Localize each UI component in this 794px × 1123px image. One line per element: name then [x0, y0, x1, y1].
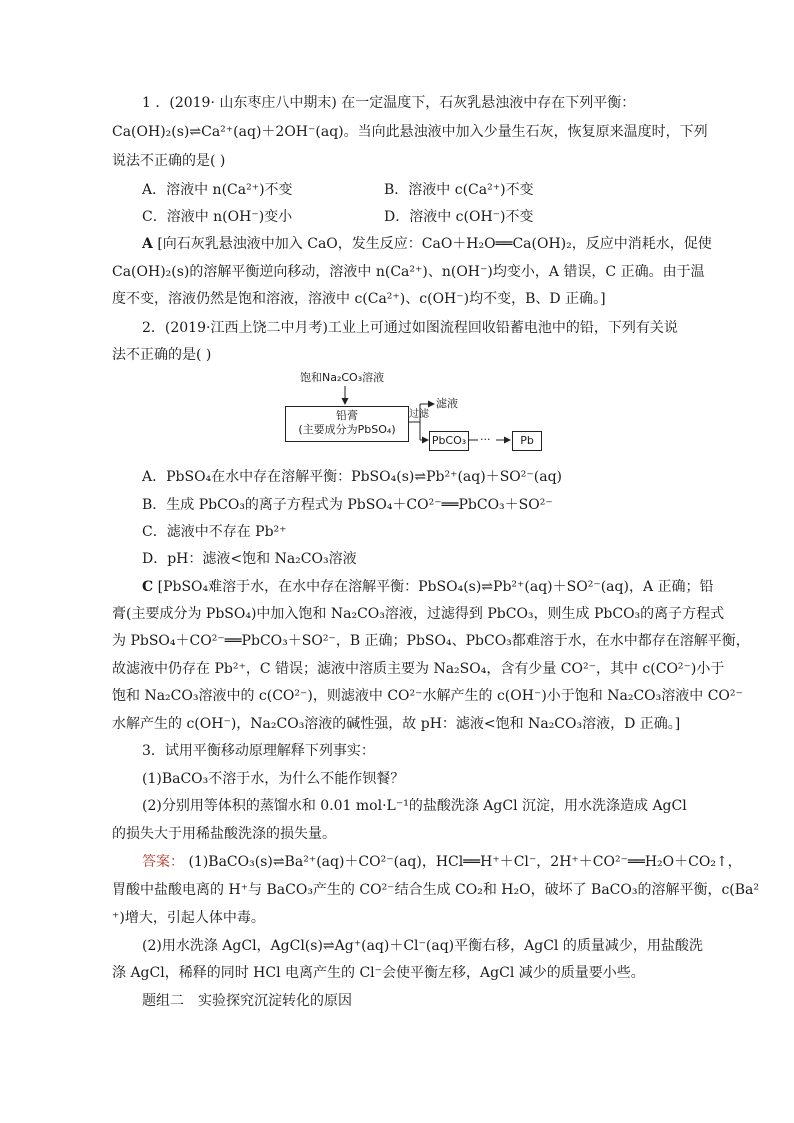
- answer-label: 答案：: [142, 854, 184, 870]
- process-dots: ···: [480, 433, 491, 446]
- q1-option-b: B．溶液中 c(Ca²⁺)不变: [384, 182, 534, 198]
- q1-stem-line-3: 说法不正确的是( ): [112, 153, 226, 169]
- lead-paste-subtitle: (主要成分为PbSO₄): [298, 423, 396, 436]
- q2-option-a: A．PbSO₄在水中存在溶解平衡：PbSO₄(s)⇌Pb²⁺(aq)＋SO²⁻(aq): [142, 469, 562, 485]
- q2-option-b: B．生成 PbCO₃的离子方程式为 PbSO₄＋CO²⁻══PbCO₃＋SO²⁻: [142, 497, 553, 513]
- q2-option-c: C．滤液中不存在 Pb²⁺: [142, 524, 287, 540]
- q2-stem-line-2: 法不正确的是( ): [112, 347, 212, 363]
- q1-stem-line-2: Ca(OH)₂(s)⇌Ca²⁺(aq)＋2OH⁻(aq)。当向此悬浊液中加入少量生石灰，恢复原来温度时，下列: [112, 124, 708, 140]
- lead-paste-box: [285, 406, 409, 442]
- pb-box: Pb: [512, 431, 542, 451]
- q2-explanation-text: [PbSO₄难溶于水，在水中存在溶解平衡：PbSO₄(s)⇌Pb²⁺(aq)＋SO²⁻(aq)，A 正确；铅: [153, 579, 714, 595]
- q3-answer-text-1: (1)BaCO₃(s)⇌Ba²⁺(aq)＋CO²⁻(aq)，HCl══H⁺＋Cl⁻，2H⁺＋CO²⁻══H₂O＋CO₂↑，: [184, 854, 742, 870]
- q3-answer-line-3: ⁺)增大，引起人体中毒。: [112, 910, 265, 926]
- q2-answer-letter: C: [142, 579, 154, 595]
- q1-option-c: C．溶液中 n(OH⁻)变小: [142, 209, 293, 225]
- lead-paste-title: 铅膏: [336, 409, 358, 422]
- q1-option-d: D．溶液中 c(OH⁻)不变: [384, 209, 534, 225]
- q3-answer-line-5: 涤 AgCl，稀释的同时 HCl 电离产生的 Cl⁻会使平衡左移，AgCl 减少的质量要小些。: [112, 965, 645, 981]
- q2-explanation-line-5: 饱和 Na₂CO₃溶液中的 c(CO²⁻)，则滤液中 CO²⁻水解产生的 c(OH⁻)小于饱和 Na₂CO₃溶液中 CO²⁻: [112, 688, 743, 704]
- q3-sub-2-line-2: 的损失大于用稀盐酸洗涤的损失量。: [112, 826, 336, 842]
- q3-stem: 3．试用平衡移动原理解释下列事实：: [142, 743, 375, 759]
- q3-sub-2-line-1: (2)分别用等体积的蒸馏水和 0.01 mol·L⁻¹的盐酸洗涤 AgCl 沉淀，用水洗涤造成 AgCl: [142, 798, 687, 814]
- q2-explanation-line-1: [142, 577, 714, 597]
- q1-answer-letter: A: [142, 236, 153, 252]
- q1-explanation-text: [向石灰乳悬浊液中加入 CaO，发生反应：CaO＋H₂O══Ca(OH)₂，反应中消耗水，促使: [152, 236, 712, 252]
- q3-sub-1: (1)BaCO₃不溶于水，为什么不能作钡餐？: [142, 771, 405, 787]
- q2-stem-line-1: 2．(2019·江西上饶二中月考)工业上可通过如图流程回收铅蓄电池中的铅，下列有关说: [142, 320, 678, 336]
- q2-explanation-line-3: 为 PbSO₄＋CO²⁻══PbCO₃＋SO²⁻，B 正确；PbSO₄、PbCO₃都难溶于水，在水中都存在溶解平衡，: [112, 633, 750, 649]
- q1-option-a: A．溶液中 n(Ca²⁺)不变: [142, 182, 293, 198]
- q1-explanation-line-2: Ca(OH)₂(s)的溶解平衡逆向移动，溶液中 n(Ca²⁺)、n(OH⁻)均变小，A 错误，C 正确。由于温: [112, 264, 705, 280]
- q2-option-d: D．pH：滤液<饱和 Na₂CO₃溶液: [142, 551, 357, 567]
- q3-answer-line-4: (2)用水洗涤 AgCl，AgCl(s)⇌Ag⁺(aq)＋Cl⁻(aq)平衡右移，AgCl 的质量减少，用盐酸洗: [142, 938, 703, 954]
- q1-explanation-line-3: 度不变，溶液仍然是饱和溶液，溶液中 c(Ca²⁺)、c(OH⁻)均不变，B、D 正确。]: [112, 291, 606, 307]
- q3-answer-line-1: [142, 852, 742, 872]
- q1-stem-line-1: 1 ．(2019· 山东枣庄八中期末) 在一定温度下，石灰乳悬浊液中存在下列平衡：: [142, 95, 636, 111]
- reagent-label: 饱和Na₂CO₃溶液: [300, 371, 385, 384]
- section-heading: 题组二 实验探究沉淀转化的原因: [142, 993, 352, 1009]
- q3-answer-line-2: 胃酸中盐酸电离的 H⁺与 BaCO₃产生的 CO²⁻结合生成 CO₂和 H₂O，破坏了 BaCO₃的溶解平衡，c(Ba²: [112, 882, 760, 898]
- filtrate-label: 滤液: [436, 397, 458, 410]
- q2-explanation-line-2: 膏(主要成分为 PbSO₄)中加入饱和 Na₂CO₃溶液，过滤得到 PbCO₃，则生成 PbCO₃的离子方程式: [112, 606, 725, 622]
- q2-explanation-line-6: 水解产生的 c(OH⁻)，Na₂CO₃溶液的碱性强，故 pH：滤液<饱和 Na₂CO₃溶液，D 正确。]: [112, 716, 681, 732]
- filter-label: 过滤: [409, 409, 429, 420]
- pbco3-box: PbCO₃: [429, 431, 469, 451]
- q2-explanation-line-4: 故滤液中仍存在 Pb²⁺，C 错误；滤液中溶质主要为 Na₂SO₄，含有少量 CO²⁻，其中 c(CO²⁻)小于: [112, 661, 725, 677]
